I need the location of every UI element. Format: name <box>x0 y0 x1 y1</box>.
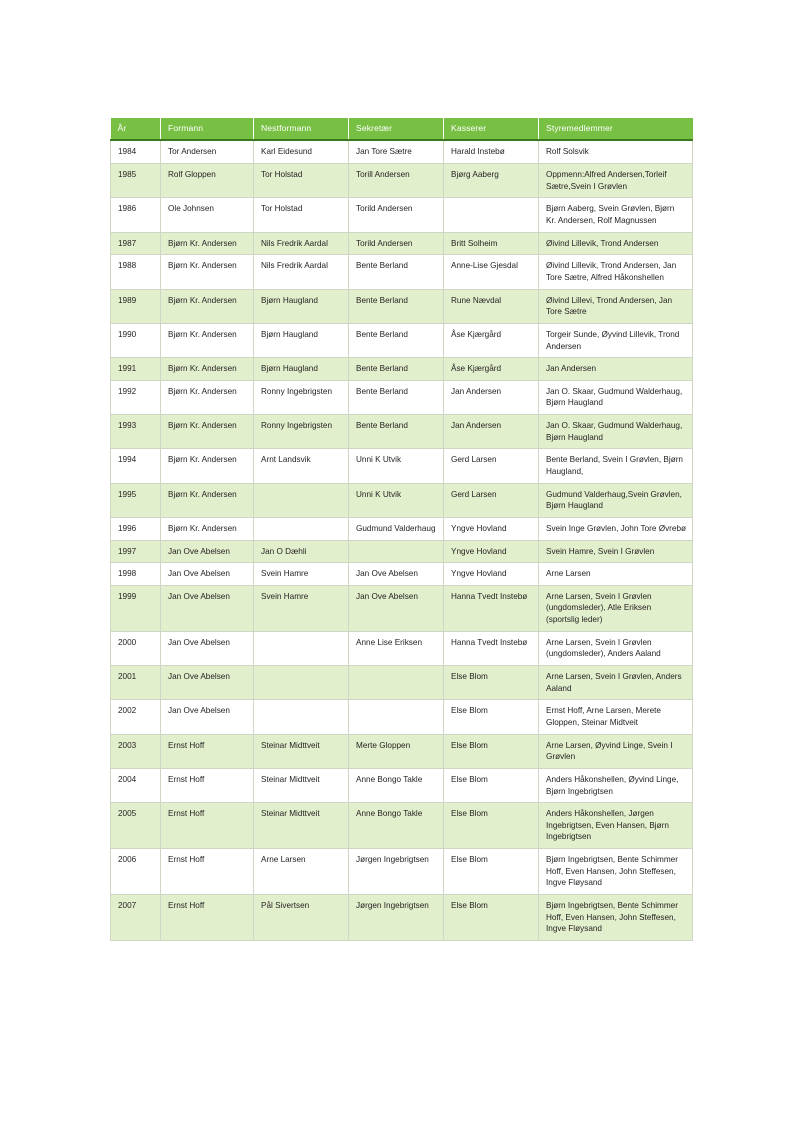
table-row <box>111 255 693 289</box>
table-row <box>111 540 693 563</box>
cell-sek: Jørgen Ingebrigtsen <box>349 849 444 895</box>
cell-ar: 2004 <box>111 768 161 802</box>
cell-sek <box>349 700 444 734</box>
table-row <box>111 164 693 198</box>
cell-styre: Ernst Hoff, Arne Larsen, Merete Gloppen, Steinar Midtveit <box>539 700 693 734</box>
cell-sek <box>349 540 444 563</box>
cell-formann: Jan Ove Abelsen <box>161 563 254 586</box>
cell-kass: Bjørg Aaberg <box>444 164 539 198</box>
cell-sek: Torill Andersen <box>349 164 444 198</box>
cell-kass: Else Blom <box>444 734 539 768</box>
cell-formann: Bjørn Kr. Andersen <box>161 380 254 414</box>
cell-formann: Bjørn Kr. Andersen <box>161 232 254 255</box>
table-row <box>111 198 693 232</box>
cell-styre: Arne Larsen, Svein I Grøvlen (ungdomsleder), Atle Eriksen (sportslig leder) <box>539 585 693 631</box>
cell-ar: 2003 <box>111 734 161 768</box>
cell-styre: Øivind Lillevik, Trond Andersen <box>539 232 693 255</box>
cell-kass <box>444 198 539 232</box>
cell-kass: Else Blom <box>444 700 539 734</box>
cell-nest: Steinar Midttveit <box>254 734 349 768</box>
cell-sek: Jørgen Ingebrigtsen <box>349 895 444 941</box>
cell-formann: Bjørn Kr. Andersen <box>161 323 254 357</box>
cell-kass: Jan Andersen <box>444 415 539 449</box>
cell-sek: Bente Berland <box>349 323 444 357</box>
table-row <box>111 734 693 768</box>
cell-kass: Else Blom <box>444 803 539 849</box>
cell-styre: Gudmund Valderhaug,Svein Grøvlen, Bjørn Haugland <box>539 483 693 517</box>
cell-formann: Jan Ove Abelsen <box>161 631 254 665</box>
cell-formann: Bjørn Kr. Andersen <box>161 255 254 289</box>
cell-styre: Anders Håkonshellen, Øyvind Linge, Bjørn Ingebrigtsen <box>539 768 693 802</box>
cell-ar: 1997 <box>111 540 161 563</box>
cell-formann: Ernst Hoff <box>161 895 254 941</box>
cell-nest: Arne Larsen <box>254 849 349 895</box>
cell-styre: Øivind Lillevi, Trond Andersen, Jan Tore Sætre <box>539 289 693 323</box>
cell-ar: 2005 <box>111 803 161 849</box>
column-header-styre: Styremedlemmer <box>539 118 693 140</box>
cell-nest: Tor Holstad <box>254 198 349 232</box>
cell-formann: Bjørn Kr. Andersen <box>161 358 254 381</box>
cell-formann: Bjørn Kr. Andersen <box>161 517 254 540</box>
cell-kass: Harald Instebø <box>444 140 539 163</box>
table-row <box>111 700 693 734</box>
table-row <box>111 449 693 483</box>
cell-formann: Ernst Hoff <box>161 803 254 849</box>
cell-sek: Gudmund Valderhaug <box>349 517 444 540</box>
cell-sek: Bente Berland <box>349 255 444 289</box>
cell-nest: Ronny Ingebrigsten <box>254 415 349 449</box>
cell-nest: Jan O Dæhli <box>254 540 349 563</box>
table-row <box>111 849 693 895</box>
cell-styre: Svein Inge Grøvlen, John Tore Øvrebø <box>539 517 693 540</box>
cell-sek: Merte Gloppen <box>349 734 444 768</box>
cell-kass: Gerd Larsen <box>444 449 539 483</box>
cell-ar: 1992 <box>111 380 161 414</box>
table-row <box>111 895 693 941</box>
cell-sek: Jan Ove Abelsen <box>349 585 444 631</box>
cell-formann: Rolf Gloppen <box>161 164 254 198</box>
cell-nest: Svein Hamre <box>254 563 349 586</box>
cell-ar: 1998 <box>111 563 161 586</box>
cell-styre: Bjørn Aaberg, Svein Grøvlen, Bjørn Kr. Andersen, Rolf Magnussen <box>539 198 693 232</box>
cell-sek: Bente Berland <box>349 380 444 414</box>
cell-styre: Arne Larsen, Svein I Grøvlen (ungdomsleder), Anders Aaland <box>539 631 693 665</box>
cell-nest: Bjørn Haugland <box>254 358 349 381</box>
table-row <box>111 323 693 357</box>
cell-ar: 1996 <box>111 517 161 540</box>
cell-formann: Ernst Hoff <box>161 768 254 802</box>
cell-sek: Unni K Utvik <box>349 483 444 517</box>
table-row <box>111 585 693 631</box>
cell-formann: Jan Ove Abelsen <box>161 700 254 734</box>
cell-ar: 1995 <box>111 483 161 517</box>
cell-nest: Nils Fredrik Aardal <box>254 255 349 289</box>
cell-ar: 1984 <box>111 140 161 163</box>
cell-sek: Anne Bongo Takle <box>349 803 444 849</box>
cell-styre: Bjørn Ingebrigtsen, Bente Schimmer Hoff, Even Hansen, John Steffesen, Ingve Fløysand <box>539 895 693 941</box>
cell-kass: Hanna Tvedt Instebø <box>444 631 539 665</box>
cell-ar: 1989 <box>111 289 161 323</box>
cell-kass: Gerd Larsen <box>444 483 539 517</box>
board-history-table <box>110 118 693 941</box>
table-header <box>111 118 693 140</box>
cell-styre: Bjørn Ingebrigtsen, Bente Schimmer Hoff, Even Hansen, John Steffesen, Ingve Fløysand <box>539 849 693 895</box>
cell-styre: Oppmenn:Alfred Andersen,Torleif Sætre,Svein I Grøvlen <box>539 164 693 198</box>
cell-kass: Anne-Lise Gjesdal <box>444 255 539 289</box>
cell-styre: Anders Håkonshellen, Jørgen Ingebrigtsen, Even Hansen, Bjørn Ingebrigtsen <box>539 803 693 849</box>
table-row <box>111 563 693 586</box>
cell-sek: Anne Lise Eriksen <box>349 631 444 665</box>
cell-ar: 2007 <box>111 895 161 941</box>
cell-formann: Bjørn Kr. Andersen <box>161 483 254 517</box>
cell-kass: Else Blom <box>444 849 539 895</box>
cell-ar: 1991 <box>111 358 161 381</box>
table-row <box>111 803 693 849</box>
table-row <box>111 631 693 665</box>
cell-ar: 1993 <box>111 415 161 449</box>
cell-ar: 2006 <box>111 849 161 895</box>
cell-formann: Jan Ove Abelsen <box>161 666 254 700</box>
cell-ar: 2000 <box>111 631 161 665</box>
cell-sek: Anne Bongo Takle <box>349 768 444 802</box>
cell-styre: Arne Larsen <box>539 563 693 586</box>
table-row <box>111 666 693 700</box>
cell-styre: Jan O. Skaar, Gudmund Walderhaug, Bjørn Haugland <box>539 415 693 449</box>
cell-styre: Svein Hamre, Svein I Grøvlen <box>539 540 693 563</box>
cell-nest: Pål Sivertsen <box>254 895 349 941</box>
cell-styre: Jan O. Skaar, Gudmund Walderhaug, Bjørn Haugland <box>539 380 693 414</box>
cell-styre: Rolf Solsvik <box>539 140 693 163</box>
cell-kass: Else Blom <box>444 895 539 941</box>
cell-formann: Tor Andersen <box>161 140 254 163</box>
cell-kass: Else Blom <box>444 768 539 802</box>
cell-styre: Jan Andersen <box>539 358 693 381</box>
cell-ar: 1994 <box>111 449 161 483</box>
cell-nest <box>254 666 349 700</box>
cell-ar: 1988 <box>111 255 161 289</box>
cell-kass: Rune Nævdal <box>444 289 539 323</box>
cell-kass: Yngve Hovland <box>444 517 539 540</box>
cell-ar: 1987 <box>111 232 161 255</box>
table-body <box>111 140 693 940</box>
cell-nest <box>254 483 349 517</box>
column-header-kass: Kasserer <box>444 118 539 140</box>
table-row <box>111 483 693 517</box>
cell-ar: 1990 <box>111 323 161 357</box>
cell-styre: Torgeir Sunde, Øyvind Lillevik, Trond Andersen <box>539 323 693 357</box>
cell-nest: Tor Holstad <box>254 164 349 198</box>
cell-kass: Hanna Tvedt Instebø <box>444 585 539 631</box>
cell-formann: Bjørn Kr. Andersen <box>161 289 254 323</box>
cell-ar: 1985 <box>111 164 161 198</box>
table-row <box>111 140 693 163</box>
cell-ar: 2001 <box>111 666 161 700</box>
table-row <box>111 358 693 381</box>
cell-formann: Jan Ove Abelsen <box>161 540 254 563</box>
cell-formann: Jan Ove Abelsen <box>161 585 254 631</box>
cell-kass: Åse Kjærgård <box>444 358 539 381</box>
table-row <box>111 232 693 255</box>
column-header-sek: Sekretær <box>349 118 444 140</box>
cell-sek: Torild Andersen <box>349 198 444 232</box>
cell-sek: Bente Berland <box>349 415 444 449</box>
cell-nest <box>254 517 349 540</box>
cell-nest: Svein Hamre <box>254 585 349 631</box>
cell-nest: Arnt Landsvik <box>254 449 349 483</box>
cell-kass: Yngve Hovland <box>444 563 539 586</box>
table-row <box>111 768 693 802</box>
cell-nest: Bjørn Haugland <box>254 289 349 323</box>
column-header-formann: Formann <box>161 118 254 140</box>
cell-formann: Bjørn Kr. Andersen <box>161 415 254 449</box>
cell-nest: Nils Fredrik Aardal <box>254 232 349 255</box>
cell-nest: Steinar Midttveit <box>254 768 349 802</box>
table-row <box>111 380 693 414</box>
cell-ar: 2002 <box>111 700 161 734</box>
cell-sek: Bente Berland <box>349 289 444 323</box>
cell-ar: 1986 <box>111 198 161 232</box>
cell-nest <box>254 631 349 665</box>
cell-nest: Karl Eidesund <box>254 140 349 163</box>
column-header-ar: År <box>111 118 161 140</box>
cell-kass: Jan Andersen <box>444 380 539 414</box>
table-row <box>111 517 693 540</box>
cell-nest: Ronny Ingebrigsten <box>254 380 349 414</box>
cell-formann: Ernst Hoff <box>161 849 254 895</box>
cell-sek: Torild Andersen <box>349 232 444 255</box>
cell-kass: Yngve Hovland <box>444 540 539 563</box>
table-header-row <box>111 118 693 140</box>
cell-nest <box>254 700 349 734</box>
board-history-table-container <box>110 118 692 941</box>
cell-nest: Bjørn Haugland <box>254 323 349 357</box>
cell-styre: Bente Berland, Svein I Grøvlen, Bjørn Haugland, <box>539 449 693 483</box>
column-header-nest: Nestformann <box>254 118 349 140</box>
cell-formann: Ole Johnsen <box>161 198 254 232</box>
cell-nest: Steinar Midttveit <box>254 803 349 849</box>
cell-sek: Jan Tore Sætre <box>349 140 444 163</box>
table-row <box>111 415 693 449</box>
cell-sek: Unni K Utvik <box>349 449 444 483</box>
cell-sek: Jan Ove Abelsen <box>349 563 444 586</box>
cell-sek <box>349 666 444 700</box>
cell-styre: Arne Larsen, Svein I Grøvlen, Anders Aaland <box>539 666 693 700</box>
cell-formann: Bjørn Kr. Andersen <box>161 449 254 483</box>
table-row <box>111 289 693 323</box>
cell-ar: 1999 <box>111 585 161 631</box>
cell-kass: Else Blom <box>444 666 539 700</box>
cell-kass: Åse Kjærgård <box>444 323 539 357</box>
cell-styre: Øivind Lillevik, Trond Andersen, Jan Tore Sætre, Alfred Håkonshellen <box>539 255 693 289</box>
cell-styre: Arne Larsen, Øyvind Linge, Svein I Grøvlen <box>539 734 693 768</box>
cell-formann: Ernst Hoff <box>161 734 254 768</box>
cell-sek: Bente Berland <box>349 358 444 381</box>
cell-kass: Britt Solheim <box>444 232 539 255</box>
